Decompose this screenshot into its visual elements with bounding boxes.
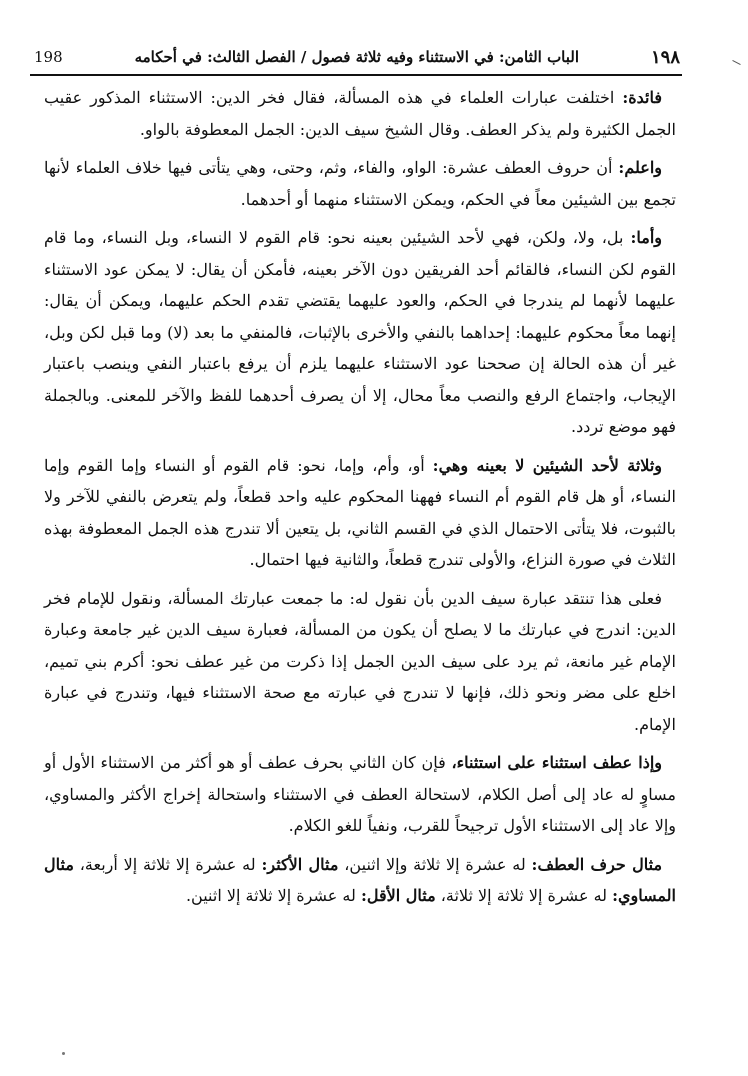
paragraph-wa-amma <box>44 222 676 443</box>
example-text: له عشرة إلا ثلاثة إلا أربعة، <box>73 854 262 874</box>
paragraph-text: اختلفت عبارات العلماء في هذه المسألة، فقال فخر الدين: الاستثناء المذكور عقيب الجمل الكثيرة ولم يذكر العطف. وقال الشيخ سيف الدين: الجمل المعطوفة بالواو. <box>44 88 676 139</box>
paragraph-lead: واعلم: <box>618 158 662 177</box>
paragraph-waalam <box>44 152 676 215</box>
paragraph-lead: وإذا عطف استثناء على استثناء، <box>451 753 662 772</box>
scan-mark <box>732 60 740 65</box>
paragraph-text: فإن كان الثاني بحرف عطف أو هو أكثر من الاستثناء الأول أو مساوٍ له عاد إلى أصل الكلام، لاستحالة العطف في الاستثناء واستحالة إخراج الأكثر والمساوي، وإلا عاد إلى الاستثناء الأول ترجيحاً للقرب، ونفياً للغو الكلام. <box>44 753 676 835</box>
page-body <box>44 82 676 919</box>
example-label: مثال حرف العطف: <box>531 854 663 874</box>
example-text: له عشرة إلا ثلاثة إلا ثلاثة، <box>435 886 613 905</box>
paragraph-text: أن حروف العطف عشرة: الواو، والفاء، وثم، وحتى، وهي يتأتى فيها خلاف العلماء لأنها تجمع بين الشيئين معاً في الحكم، ويمكن الاستثناء منهما أو أحدهما. <box>44 158 676 209</box>
paragraph-text: بل، ولا، ولكن، فهي لأحد الشيئين بعينه نحو: قام القوم لا النساء، وبل النساء، وما قام القوم لكن النساء، فالقائم أحد الفريقين دون الآخر بعينه، فأمكن أن يقال: لا يمكن عود الاستثناء عليهما لأنهما لم يندرجا في الحكم، والعود عليهما يقتضي تقدم الحكم عليهما، ويمكن أن يقال: إنهما معاً محكوم عليهما: إحداهما بالنفي والأخرى بالإثبات، فالمنفي ما بعد (لا) وما قبل لكن وبل، غير أن هذه الحالة إن صححنا عود الاستثناء عليهما يلزم أن يرفع باعتبار النفي وينصب باعتبار الإيجاب، واجتماع الرفع والنصب معاً محال، إلا أن يصرف أحدهما للفظ والآخر للمعنى. وبالجملة فهو موضع تردد. <box>44 228 676 436</box>
header-title: الباب الثامن: في الاستثناء وفيه ثلاثة فصول / الفصل الثالث: في أحكامه <box>134 48 580 66</box>
example-text: له عشرة إلا ثلاثة إلا اثنين. <box>185 886 361 905</box>
paragraph-text: فعلى هذا تنتقد عبارة سيف الدين بأن نقول له: ما جمعت عبارتك المسألة، ونقول للإمام فخر الدين: اندرج في عبارتك ما لا يصلح أن يكون من المسألة، فعبارة سيف الدين غير جامعة وعبارة الإمام غير مانعة، ثم يرد على سيف الدين الجمل إذا ذكرت من غير عطف نحو: أكرم بني تميم، اخلع على مضر ونحو ذلك، فإنها لا تندرج في عبارته مع صحة الاستثناء فيها، وتندرج في عبارة الإمام. <box>44 588 676 734</box>
paragraph-examples <box>44 849 676 912</box>
example-label: مثال الأقل: <box>360 886 436 905</box>
paragraph-lead: وثلاثة لأحد الشيئين لا بعينه وهي: <box>432 455 663 475</box>
example-label: مثال الأكثر: <box>261 854 339 874</box>
paragraph-faida <box>44 82 676 145</box>
paragraph-thalatha <box>44 450 676 576</box>
scan-speck <box>62 1052 65 1055</box>
page-number-arabic: ١٩٨ <box>650 46 680 68</box>
paragraph-lead: وأما: <box>630 228 662 247</box>
paragraph-text: أو، وأم، وإما، نحو: قام القوم أو النساء وإما القوم وإما النساء، أو هل قام القوم أم النساء فههنا المحكوم عليه واحد قطعاً، ولم يتعرض بالنفي للآخر ولا بالثبوت، فلا يتأتى الاحتمال الذي في القسم الثاني، بل يتعين ألا تندرج هذه الجمل المعطوفة بهذه الثلاث في صورة النزاع، والأولى تندرج قطعاً، والثانية فيها احتمال. <box>44 455 676 569</box>
example-text: له عشرة إلا ثلاثة وإلا اثنين، <box>338 854 532 874</box>
page-number-latin: 198 <box>34 48 63 66</box>
running-header <box>34 44 680 70</box>
header-rule <box>30 74 682 76</box>
paragraph-faala-hadha <box>44 583 676 741</box>
example-label: مثال المساوي: <box>44 854 676 905</box>
paragraph-lead: فائدة: <box>622 88 662 107</box>
paragraph-idha-utifa <box>44 747 676 842</box>
